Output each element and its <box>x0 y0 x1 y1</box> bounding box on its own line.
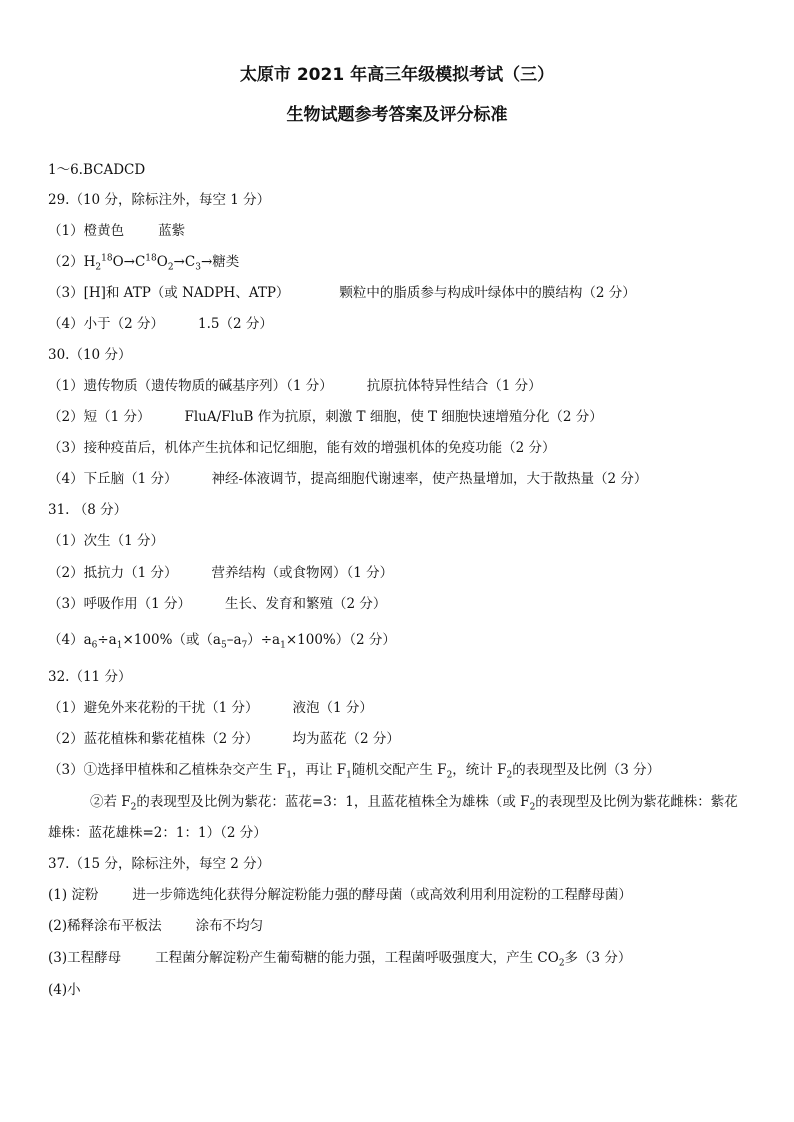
q29-part2-text: （2）H <box>48 254 96 270</box>
q30-part1 <box>48 376 542 396</box>
q31-part4-text: ×100%）（2 分） <box>285 632 396 648</box>
q31-part4-text: ×100%（或（a <box>122 632 221 648</box>
q37-part3-a: (3)工程酵母 <box>48 950 122 966</box>
q29-part1-b: 蓝紫 <box>158 223 186 239</box>
subscript: 1 <box>286 770 292 781</box>
subscript: 2 <box>95 262 102 273</box>
q31-heading: 31. （8 分） <box>48 502 128 518</box>
q30-part2 <box>48 407 603 427</box>
subscript: 1 <box>346 770 352 781</box>
q37-part2 <box>48 916 263 936</box>
q37-part1-b: 进一步筛选纯化获得分解淀粉能力强的酵母菌（或高效利用利用淀粉的工程酵母菌） <box>132 887 632 903</box>
subscript: 2 <box>446 770 453 781</box>
q37-part3-text: 多（3 分） <box>564 950 632 966</box>
q29-part2-text: →糖类 <box>200 254 240 270</box>
q32-part1-a: （1）避免外来花粉的干扰（1 分） <box>48 700 259 716</box>
q37-part2-a: (2)稀释涂布平板法 <box>48 918 162 934</box>
q29-part3 <box>48 283 636 303</box>
q32-part3-text: 随机交配产生 F <box>351 762 447 778</box>
subscript: 2 <box>506 770 513 781</box>
superscript: 18 <box>101 253 113 264</box>
subscript: 2 <box>558 958 565 969</box>
q31-part2 <box>48 563 393 583</box>
q29-part4 <box>48 314 273 334</box>
q32-part3-sub2-continued: 雄株：蓝花雄株=2：1：1）（2 分） <box>48 825 267 841</box>
q29-heading: 29.（10 分，除标注外，每空 1 分） <box>48 192 271 208</box>
subscript: 5 <box>220 640 227 651</box>
q32-part3-text: （3）①选择甲植株和乙植株杂交产生 F <box>48 762 287 778</box>
q31-part4-text: ÷a <box>97 632 117 648</box>
subscript: 1 <box>116 640 123 651</box>
subscript: 2 <box>167 262 174 273</box>
q32-part3-sub2-text: ②若 F <box>90 794 131 810</box>
q30-part1-a: （1）遗传物质（遗传物质的碱基序列）（1 分） <box>48 378 333 394</box>
q37-heading: 37.（15 分，除标注外，每空 2 分） <box>48 856 271 872</box>
q32-part3-text: ，再让 F <box>291 762 347 778</box>
q31-part3 <box>48 594 386 614</box>
q32-part1 <box>48 698 373 718</box>
q29-part1 <box>48 221 185 241</box>
q37-part3-text: 工程菌分解淀粉产生葡萄糖的能力强，工程菌呼吸强度大，产生 CO <box>155 950 559 966</box>
q32-part3-sub2-text: 的表现型及比例为紫花雌株：紫花 <box>535 794 738 810</box>
q29-part2-text: →C <box>173 254 196 270</box>
subscript: 2 <box>529 802 536 813</box>
q31-part2-b: 营养结构（或食物网）（1 分） <box>211 565 394 581</box>
q32-part3-text: ，统计 F <box>452 762 507 778</box>
q31-part3-a: （3）呼吸作用（1 分） <box>48 596 191 612</box>
subscript: 3 <box>195 262 201 273</box>
q30-part2-b: FluA/FluB 作为抗原，刺激 T 细胞，使 T 细胞快速增殖分化（2 分） <box>184 409 603 425</box>
q30-part4 <box>48 469 647 489</box>
q29-part4-a: （4）小于（2 分） <box>48 316 164 332</box>
q29-part3-b: 颗粒中的脂质参与构成叶绿体中的膜结构（2 分） <box>339 285 636 301</box>
subscript: 7 <box>241 640 248 651</box>
subscript: 2 <box>130 802 137 813</box>
multiple-choice-answers: 1～6.BCADCD <box>48 162 146 178</box>
q30-part4-a: （4）下丘脑（1 分） <box>48 471 178 487</box>
q37-part1-a: (1) 淀粉 <box>48 887 99 903</box>
q32-part3-sub2 <box>90 792 738 812</box>
q29-part2-text: O <box>156 254 168 270</box>
q29-part2 <box>48 252 239 272</box>
q37-part3 <box>48 948 631 968</box>
subscript: 6 <box>91 640 98 651</box>
q29-part4-b: 1.5（2 分） <box>197 316 273 332</box>
q32-heading: 32.（11 分） <box>48 669 132 685</box>
q31-part3-b: 生长、发育和繁殖（2 分） <box>224 596 387 612</box>
q32-part2-b: 均为蓝花（2 分） <box>292 731 400 747</box>
q32-part1-b: 液泡（1 分） <box>292 700 373 716</box>
q32-part2-a: （2）蓝花植株和紫花植株（2 分） <box>48 731 259 747</box>
q30-part3: （3）接种疫苗后，机体产生抗体和记忆细胞，能有效的增强机体的免疫功能（2 分） <box>48 440 556 456</box>
q31-part4-text: –a <box>226 632 242 648</box>
q30-part2-a: （2）短（1 分） <box>48 409 151 425</box>
subscript: 1 <box>280 640 286 651</box>
q32-part3-sub2-text: 的表现型及比例为紫花：蓝花=3：1，且蓝花植株全为雄株（或 F <box>136 794 530 810</box>
q31-part4-text: ）÷a <box>247 632 281 648</box>
q29-part2-text: O→C <box>112 254 146 270</box>
q29-part1-a: （1）橙黄色 <box>48 223 125 239</box>
q32-part2 <box>48 729 400 749</box>
q32-part3-text: 的表现型及比例（3 分） <box>512 762 661 778</box>
q37-part4: (4)小 <box>48 982 81 998</box>
q37-part1 <box>48 885 632 905</box>
q31-part4-text: （4）a <box>48 632 92 648</box>
q30-part1-b: 抗原抗体特异性结合（1 分） <box>366 378 542 394</box>
q31-part2-a: （2）抵抗力（1 分） <box>48 565 178 581</box>
document-title: 太原市 2021 年高三年级模拟考试（三） <box>239 65 555 85</box>
q31-part1: （1）次生（1 分） <box>48 533 164 549</box>
superscript: 18 <box>145 253 157 264</box>
q31-part4 <box>48 630 396 650</box>
q32-part3 <box>48 760 660 780</box>
q30-part4-b: 神经-体液调节，提高细胞代谢速率，使产热量增加，大于散热量（2 分） <box>211 471 648 487</box>
document-subtitle: 生物试题参考答案及评分标准 <box>286 105 508 125</box>
q30-heading: 30.（10 分） <box>48 347 132 363</box>
q37-part2-b: 涂布不均匀 <box>195 918 264 934</box>
q29-part3-a: （3）[H]和 ATP（或 NADPH、ATP） <box>48 285 290 301</box>
